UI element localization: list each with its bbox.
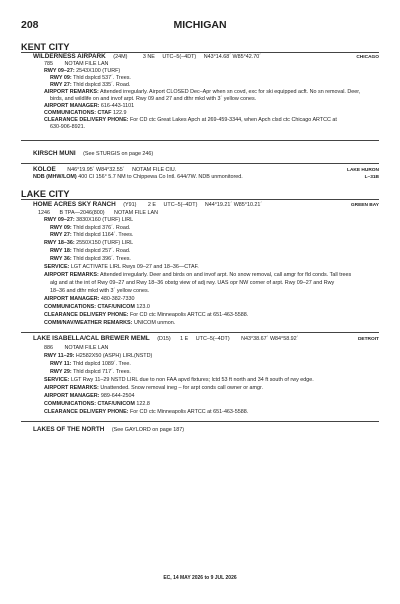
airport-remarks-cont: 18–36 and dthr mkd with 3´ yellow cones.	[50, 288, 150, 294]
chart-label: GREEN BAY	[350, 203, 379, 208]
navaid-title-line: KOLOE N46°19.95´ W84°32.55´ NOTAM FILE CIU.	[33, 166, 177, 173]
runway-line: RWY 09–27: 3830X160 (TURF) LIRL	[44, 217, 134, 223]
divider	[21, 421, 379, 422]
ndb-line: NDB (MHW/LOM) 400 CI 156° 5.7 NM to Chippewa Co Intl. 644/7W. NDB unmonitored.	[33, 174, 243, 180]
elevation-line: 785 NOTAM FILE LAN	[44, 61, 109, 67]
airport-title-line: HOME ACRES SKY RANCH (Y91) 2 E UTC–5(–4DT) N44°19.21´ W85°10.21´	[33, 201, 263, 208]
airport-name[interactable]: WILDERNESS AIRPARK	[33, 53, 106, 60]
runway-line: RWY 09–27: 2543X100 (TURF)	[44, 68, 121, 74]
clearance-delivery: CLEARANCE DELIVERY PHONE: For CD ctc Great Lakes Apch at 269-459-3344, when Apch clsd ctc Chicago ARTCC at	[44, 117, 337, 123]
runway-end-line: RWY 27: Thld dsplcd 335´. Road.	[50, 82, 131, 88]
city-heading-lake-city: LAKE CITY	[21, 189, 70, 199]
runway-end-line: RWY 11: Thld dsplcd 1089´. Tree.	[50, 361, 131, 367]
service-line: SERVICE: LGT ACTIVATE LIRL Rwys 09–27 and 18–36—CTAF.	[44, 264, 199, 270]
airport-name[interactable]: LAKE ISABELLA/CAL BREWER MEML	[33, 335, 150, 342]
runway-end-line: RWY 09: Thld dsplcd 376´. Road.	[50, 225, 131, 231]
airport-remarks: AIRPORT REMARKS: Unattended. Snow removal ineg – for arpt conds call owner or amgr.	[44, 385, 264, 391]
runway-line: RWY 18–36: 2550X150 (TURF) LIRL	[44, 240, 134, 246]
runway-end-line: RWY 27: Thld dsplcd 1164´. Trees.	[50, 232, 134, 238]
airport-manager: AIRPORT MANAGER: 480-382-7330	[44, 296, 135, 302]
divider	[21, 163, 379, 164]
city-heading-kent-city: KENT CITY	[21, 42, 70, 52]
communications: COMMUNICATIONS: CTAF/UNICOM 122.8	[44, 401, 150, 407]
cross-reference-lakes-north: LAKES OF THE NORTH (See GAYLORD on page 187)	[33, 426, 184, 433]
runway-end-line: RWY 29: Thld dsplcd 717´. Trees.	[50, 369, 131, 375]
elevation-line: 886 NOTAM FILE LAN	[44, 345, 109, 351]
clearance-delivery: CLEARANCE DELIVERY PHONE: For CD ctc Minneapolis ARTCC at 651-463-5588.	[44, 409, 249, 415]
airport-remarks: AIRPORT REMARKS: Attended irregularly. Airport CLOSED Dec–Apr when sn covd, exc for ski equipped acft. No sn removal. Deer,	[44, 89, 361, 95]
clearance-delivery: CLEARANCE DELIVERY PHONE: For CD ctc Minneapolis ARTCC at 651-463-5588.	[44, 312, 249, 318]
airport-remarks: AIRPORT REMARKS: Attended irregularly. Deer and birds on and invof arpt. No snow removal, call amgr for fld conds. Tall trees	[44, 272, 352, 278]
comm-nav-weather-remarks: COMM/NAV/WEATHER REMARKS: UNICOM unmon.	[44, 320, 176, 326]
runway-end-line: RWY 36: Thld dsplcd 396´. Trees.	[50, 256, 131, 262]
divider	[21, 199, 379, 200]
communications: COMMUNICATIONS: CTAF/UNICOM 123.0	[44, 304, 150, 310]
airport-name[interactable]: HOME ACRES SKY RANCH	[33, 201, 116, 208]
communications: COMMUNICATIONS: CTAF 122.9	[44, 110, 127, 116]
divider	[21, 140, 379, 141]
effective-dates-footer: EC, 14 MAY 2026 to 9 JUL 2026	[163, 575, 237, 581]
chart-label: DETROIT	[357, 337, 379, 342]
airport-title-line: LAKE ISABELLA/CAL BREWER MEML (D15) 1 E UTC–5(–4DT) N43°38.67´ W84°58.92´	[33, 335, 299, 342]
airport-remarks-cont: alg and at the int of Rwy 09–27 and Rwy 18–36 obstg view of adj rwy. UAS opr NW corner of arpt. Rwy 09–27 and Rwy	[50, 280, 335, 286]
runway-end-line: RWY 18: Thld dsplcd 257´. Road.	[50, 248, 131, 254]
state-title: MICHIGAN	[173, 19, 227, 31]
elevation-line: 1246 B TPA—2046(800) NOTAM FILE LAN	[38, 210, 158, 216]
airport-manager: AIRPORT MANAGER: 989-644-2504	[44, 393, 135, 399]
chart-label: LAKE HURON	[347, 168, 379, 173]
service-line: SERVICE: LGT Rwy 11–29 NSTD LIRL due to non FAA apvd fixtures; lctd 53 ft north and 34 ft south of rwy edge.	[44, 377, 314, 383]
page-header	[21, 19, 379, 33]
chart-label: CHICAGO	[356, 55, 379, 60]
airport-remarks-cont: birds, and wildlife on and invof arpt. Rwy 09 and 27 and dthr mkd with 3´ yellow cones.	[50, 96, 257, 102]
runway-line: RWY 11–29: H2582X50 (ASPH) LIRL(NSTD)	[44, 353, 153, 359]
divider	[21, 332, 379, 333]
runway-end-line: RWY 09: Thld dsplcd 537´. Trees.	[50, 75, 131, 81]
clearance-delivery-cont: 630-906-8921.	[50, 124, 86, 130]
page-number: 208	[21, 19, 39, 31]
airport-title-line: WILDERNESS AIRPARK (24M) 3 NE UTC–5(–4DT) N43°14.68´ W85°42.70´	[33, 53, 262, 60]
cross-reference-kirsch: KIRSCH MUNI (See STURGIS on page 246)	[33, 150, 154, 157]
chart-label: L–31B	[364, 175, 379, 180]
airport-manager: AIRPORT MANAGER: 616-443-1101	[44, 103, 135, 109]
